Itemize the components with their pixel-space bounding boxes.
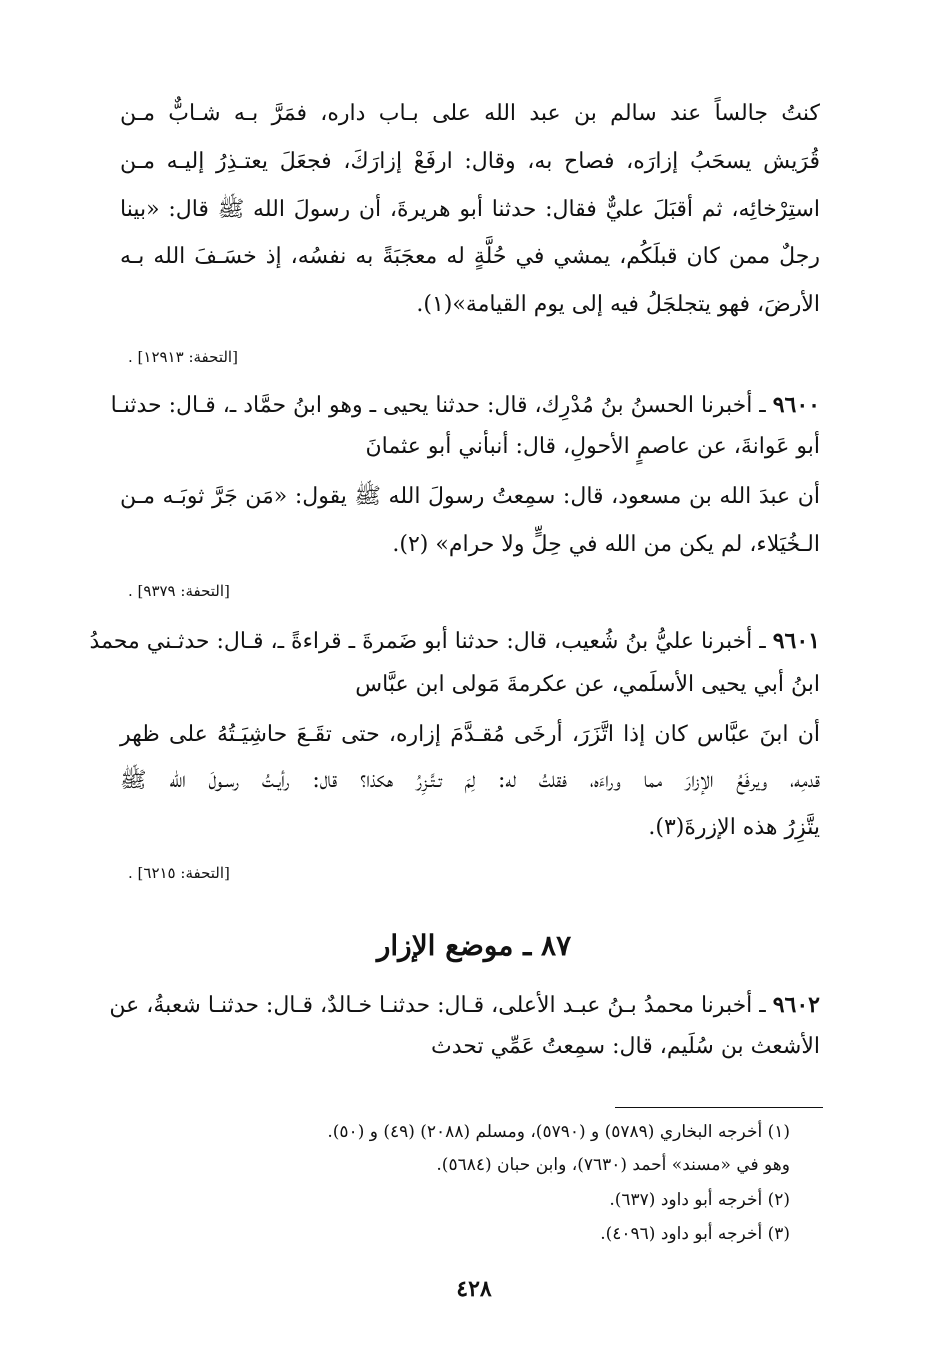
text-line: الـخُيَلاء، لم يكن من الله في حِلٍّ ولا حرام» (٢). [392, 532, 820, 557]
text-line: قدمِه، ويرفَعُ الإزارَ مما وراءَه، فقلتُ له: لِمَ تـتَّـزِرُ هكذا؟ قال: رأيـتُ رسـولَ الله ﷺ [120, 768, 820, 793]
hadith-header-line [109, 988, 820, 1023]
hadith-header-line [89, 624, 820, 659]
hadith-number: ٩٦٠٢ [772, 992, 820, 1018]
hadith-number: ٩٦٠١ [772, 628, 820, 654]
text-line: أن عبدَ الله بن مسعود، قال: سمِعتُ رسولَ الله ﷺ يقول: «مَن جَرَّ ثوبَـه مـن [120, 484, 821, 509]
hadith-isnad: ـ أخبرنا عليُّ بنُ شُعيب، قال: حدثنا أبو ضَمرةَ ـ قراءةً ـ، قـال: حدثـني محمدُ [89, 629, 773, 654]
footnote: (٣) أخرجه أبو داود (٤٠٩٦). [600, 1224, 790, 1244]
text-line: استِرْخائِه، ثم أقبَلَ عليٌّ فقال: حدثنا أبو هريرةَ، أن رسولَ الله ﷺ قال: «بينا [120, 197, 820, 222]
footnote: (١) أخرجه البخاري (٥٧٨٩) و (٥٧٩٠)، ومسلم (٢٠٨٨) (٤٩) و (٥٠). [327, 1122, 790, 1142]
footnote: وهو في «مسند» أحمد (٧٦٣٠)، وابن حبان (٥٦٨٤). [436, 1155, 790, 1175]
text-line: يتَّزِرُ هذه الإزرةَ(٣). [648, 815, 820, 840]
hadith-isnad: ـ أخبرنا الحسنُ بنُ مُدْرِك، قال: حدثنا يحيى ـ وهو ابنُ حمَّاد ـ، قـال: حدثنـا [110, 393, 773, 418]
hadith-header-line [110, 388, 820, 423]
tuhfa-reference: [التحفة: ١٢٩١٣] . [128, 348, 238, 366]
hadith-isnad-line: أبو عَوانةَ، عن عاصمٍ الأحولِ، قال: أنبأني أبو عثمانَ [365, 434, 820, 459]
tuhfa-reference: [التحفة: ٦٢١٥] . [128, 864, 230, 882]
text-line: قُرَيش يسحَبُ إزارَه، فصاح به، وقال: ارفَعْ إزارَكَ، فجعَلَ يعتـذِرُ إليـه مـن [120, 149, 820, 174]
text-line: أن ابنَ عبَّاس كان إذا اتَّزَرَ، أرخَى مُقـدَّمَ إزاره، حتى تقَـعَ حاشِيَـتُهُ على ظهر [120, 722, 820, 747]
tuhfa-reference: [التحفة: ٩٣٧٩] . [128, 582, 230, 600]
footnote-divider [615, 1107, 823, 1108]
text-line: رجلٌ ممن كان قبلَكُم، يمشي في حُلَّةٍ له معجَبَةً به نفسُه، إذ خسَـفَ الله بـه [120, 244, 820, 269]
hadith-isnad-line: الأشعث بن سُلَيم، قال: سمِعتُ عَمِّي تحدث [431, 1034, 820, 1059]
hadith-number: ٩٦٠٠ [772, 392, 820, 418]
page-number: ٤٢٨ [456, 1276, 492, 1302]
hadith-isnad-line: ابنُ أبي يحيى الأسلَمي، عن عكرمةَ مَولى ابن عبَّاس [355, 672, 820, 697]
hadith-isnad: ـ أخبرنا محمدُ بـنُ عبـد الأعلى، قـال: حدثنـا خـالدٌ، قـال: حدثنـا شعبةُ، عن [109, 993, 773, 1018]
chapter-heading: ٨٧ ـ موضع الإزار [376, 929, 572, 962]
text-line: كنتُ جالساً عند سالم بن عبد الله على بـاب داره، فمَرَّ بـه شـابٌّ مـن [120, 101, 820, 126]
text-line: الأرضَ، فهو يتجلجَلُ فيه إلى يوم القيامة»(١). [416, 292, 820, 317]
footnote: (٢) أخرجه أبو داود (٦٣٧). [609, 1190, 790, 1210]
